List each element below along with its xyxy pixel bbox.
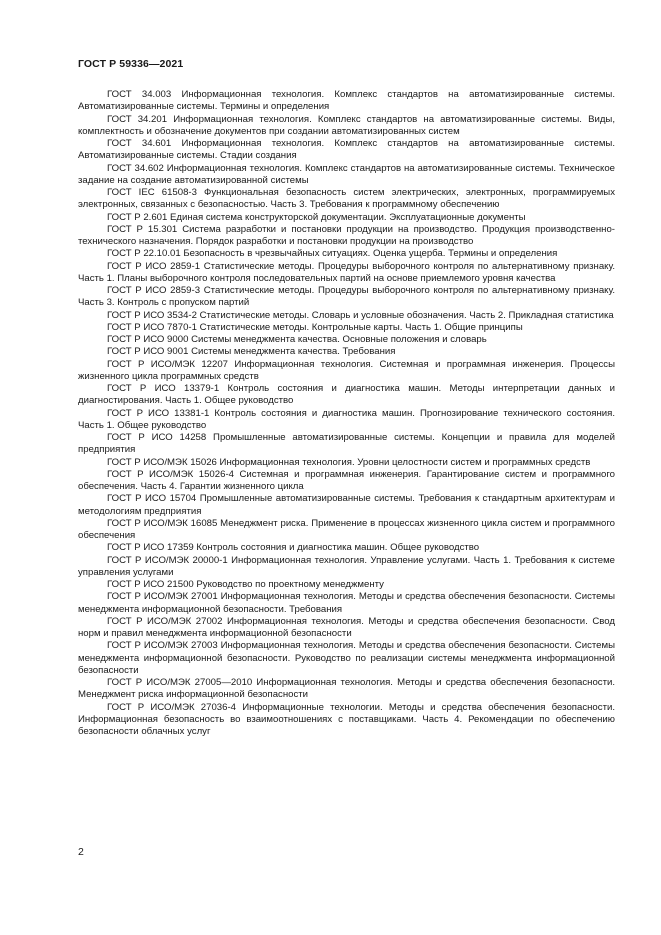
reference-entry: ГОСТ Р ИСО 17359 Контроль состояния и диагностика машин. Общее руководство	[107, 542, 480, 554]
reference-entry: ГОСТ Р ИСО 2859-1 Статистические методы. Процедуры выборочного контроля по альтернативному признаку. Часть 1. Планы выборочного контроля последовательных партий на основе приемлемого уровня качества	[78, 260, 615, 284]
document-header: ГОСТ Р 59336—2021	[78, 58, 184, 70]
reference-entry: ГОСТ Р ИСО 15704 Промышленные автоматизированные системы. Требования к стандартным архитектурам и методологиям предприятия	[78, 493, 615, 517]
reference-entry: ГОСТ IEC 61508-3 Функциональная безопасность систем электрических, электронных, программируемых электронных, связанных с безопасностью. Часть 3. Требования к программному обеспечению	[78, 187, 615, 211]
reference-entry: ГОСТ Р ИСО/МЭК 27003 Информационная технология. Методы и средства обеспечения безопасности. Системы менеджмента информационной безопасности. Руководство по реализации системы менеджмента информационной безопасности	[78, 640, 615, 676]
reference-entry: ГОСТ Р ИСО/МЭК 27001 Информационная технология. Методы и средства обеспечения безопасности. Системы менеджмента информационной безопасности. Требования	[78, 591, 615, 615]
reference-entry: ГОСТ 34.201 Информационная технология. Комплекс стандартов на автоматизированные системы. Виды, комплектность и обозначение документов при создании автоматизированных систем	[78, 113, 615, 137]
reference-entry: ГОСТ Р ИСО 13381-1 Контроль состояния и диагностика машин. Прогнозирование технического состояния. Часть 1. Общее руководство	[78, 407, 615, 431]
reference-entry: ГОСТ 34.601 Информационная технология. Комплекс стандартов на автоматизированные системы. Автоматизированные системы. Стадии создания	[78, 138, 615, 162]
normative-references-list	[78, 89, 615, 738]
reference-entry: ГОСТ Р ИСО/МЭК 27002 Информационная технология. Методы и средства обеспечения безопасности. Свод норм и правил менеджмента информационной безопасности	[78, 615, 615, 639]
reference-entry: ГОСТ Р ИСО/МЭК 15026 Информационная технология. Уровни целостности систем и программных средств	[107, 456, 591, 468]
reference-entry: ГОСТ Р ИСО/МЭК 16085 Менеджмент риска. Применение в процессах жизненного цикла систем и программного обеспечения	[78, 517, 615, 541]
reference-entry: ГОСТ 34.003 Информационная технология. Комплекс стандартов на автоматизированные системы. Автоматизированные системы. Термины и определения	[78, 89, 615, 113]
reference-entry: ГОСТ Р ИСО 3534-2 Статистические методы. Словарь и условные обозначения. Часть 2. Прикладная статистика	[107, 309, 614, 321]
reference-entry: ГОСТ Р 15.301 Система разработки и постановки продукции на производство. Продукция производственно-технического назначения. Порядок разработки и постановки продукции на производство	[78, 223, 615, 247]
reference-entry: ГОСТ Р ИСО 13379-1 Контроль состояния и диагностика машин. Методы интерпретации данных и диагностирования. Часть 1. Общее руководство	[78, 383, 615, 407]
reference-entry: ГОСТ Р ИСО/МЭК 15026-4 Системная и программная инженерия. Гарантирование систем и программного обеспечения. Часть 4. Гарантии жизненного цикла	[78, 468, 615, 492]
reference-entry: ГОСТ Р ИСО 7870-1 Статистические методы. Контрольные карты. Часть 1. Общие принципы	[107, 321, 523, 333]
reference-entry: ГОСТ Р ИСО 9000 Системы менеджмента качества. Основные положения и словарь	[107, 334, 487, 345]
reference-entry: ГОСТ Р 22.10.01 Безопасность в чрезвычайных ситуациях. Оценка ущерба. Термины и определения	[107, 248, 558, 260]
reference-entry: ГОСТ Р ИСО/МЭК 27036-4 Информационные технологии. Методы и средства обеспечения безопасности. Информационная безопасность во взаимоотношениях с поставщиками. Часть 4. Рекомендации по обеспечению безопасности облачных услуг	[78, 701, 615, 737]
reference-entry: ГОСТ Р ИСО 21500 Руководство по проектному менеджменту	[107, 579, 384, 590]
reference-entry: ГОСТ Р ИСО/МЭК 27005—2010 Информационная технология. Методы и средства обеспечения безопасности. Менеджмент риска информационной безопасности	[78, 677, 615, 701]
reference-entry: ГОСТ Р 2.601 Единая система конструкторской документации. Эксплуатационные документы	[107, 211, 526, 223]
reference-entry: ГОСТ Р ИСО/МЭК 12207 Информационная технология. Системная и программная инженерия. Процессы жизненного цикла программных средств	[78, 358, 615, 382]
page-number: 2	[78, 846, 84, 858]
reference-entry: ГОСТ Р ИСО 2859-3 Статистические методы. Процедуры выборочного контроля по альтернативному признаку. Часть 3. Контроль с пропуском партий	[78, 285, 615, 309]
reference-entry: ГОСТ Р ИСО/МЭК 20000-1 Информационная технология. Управление услугами. Часть 1. Требования к системе управления услугами	[78, 554, 615, 578]
reference-entry: ГОСТ Р ИСО 9001 Системы менеджмента качества. Требования	[107, 346, 396, 358]
reference-entry: ГОСТ 34.602 Информационная технология. Комплекс стандартов на автоматизированные системы. Техническое задание на создание автоматизированной системы	[78, 162, 615, 186]
reference-entry: ГОСТ Р ИСО 14258 Промышленные автоматизированные системы. Концепции и правила для моделей предприятия	[78, 432, 615, 456]
